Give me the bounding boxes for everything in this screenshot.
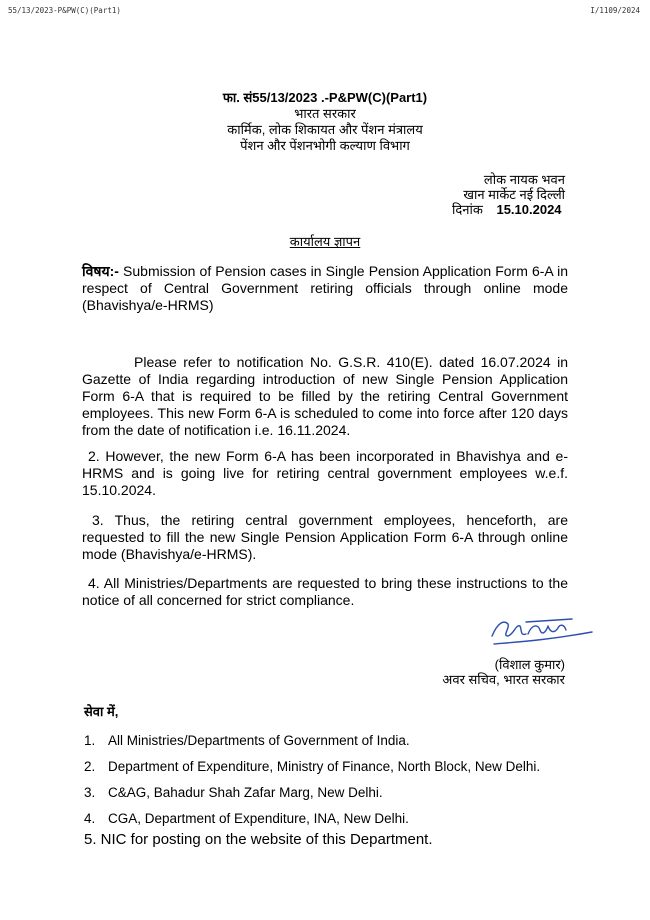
date-value: 15.10.2024 (496, 202, 562, 217)
signatory-designation: अवर सचिव, भारत सरकार (442, 672, 565, 687)
list-item-text: C&AG, Bahadur Shah Zafar Marg, New Delhi. (108, 785, 383, 800)
subject-label: विषय:- (82, 263, 119, 279)
subject (82, 263, 568, 314)
paragraph-1: Please refer to notification No. G.S.R. 410(E). dated 16.07.2024 in Gazette of India regarding introduction of new Single Pension Application Form 6-A that is required to be filled by the retiring Central Government employees. This new Form 6-A is scheduled to come into force after 120 days from the date of notification i.e. 16.11.2024. (82, 354, 568, 438)
list-item (84, 811, 409, 827)
list-item-number: 4. (84, 811, 96, 826)
list-item (84, 785, 383, 801)
paragraph-2: 2. However, the new Form 6-A has been incorporated in Bhavishya and e-HRMS and is going live for retiring central government employees w.e.f. 15.10.2024. (82, 448, 568, 498)
paragraph-4: 4. All Ministries/Departments are requested to bring these instructions to the notice of all concerned for strict compliance. (82, 575, 568, 608)
list-item-text: Department of Expenditure, Ministry of Finance, North Block, New Delhi. (108, 759, 541, 774)
govt-name: भारत सरकार (294, 106, 356, 121)
date-line (452, 202, 562, 218)
list-item (84, 759, 540, 775)
memo-title: कार्यालय ज्ञापन (289, 234, 361, 249)
page-header-right: I/1109/2024 (590, 6, 640, 15)
list-item-number: 3. (84, 785, 96, 800)
list-item-number: 2. (84, 759, 96, 774)
addressee-heading: सेवा में, (84, 704, 119, 719)
file-number: फा. सं55/13/2023 .-P&PW(C)(Part1) (222, 90, 428, 105)
address-area: खान मार्केट नई दिल्ली (463, 187, 565, 202)
address-building: लोक नायक भवन (483, 172, 565, 187)
paragraph-3: 3. Thus, the retiring central government employees, henceforth, are requested to fill the new Single Pension Application Form 6-A through online mode (Bhavishya/e-HRMS). (82, 512, 568, 562)
ministry-name: कार्मिक, लोक शिकायत और पेंशन मंत्रालय (227, 122, 423, 137)
department-name: पेंशन और पेंशनभोगी कल्याण विभाग (240, 138, 410, 153)
signature-image (488, 612, 598, 652)
list-item (84, 733, 410, 749)
list-item-text: CGA, Department of Expenditure, INA, New Delhi. (108, 811, 409, 826)
subject-text: Submission of Pension cases in Single Pension Application Form 6-A in respect of Central Government retiring officials through online mode (Bhavishya/e-HRMS) (82, 263, 568, 313)
list-item-number: 1. (84, 733, 96, 748)
date-label: दिनांक (452, 202, 483, 217)
page-header-left: 55/13/2023-P&PW(C)(Part1) (8, 6, 121, 15)
list-item-final: 5. NIC for posting on the website of this Department. (84, 831, 433, 848)
signatory-name: (विशाल कुमार) (494, 657, 565, 672)
list-item-text: All Ministries/Departments of Government of India. (108, 733, 410, 748)
